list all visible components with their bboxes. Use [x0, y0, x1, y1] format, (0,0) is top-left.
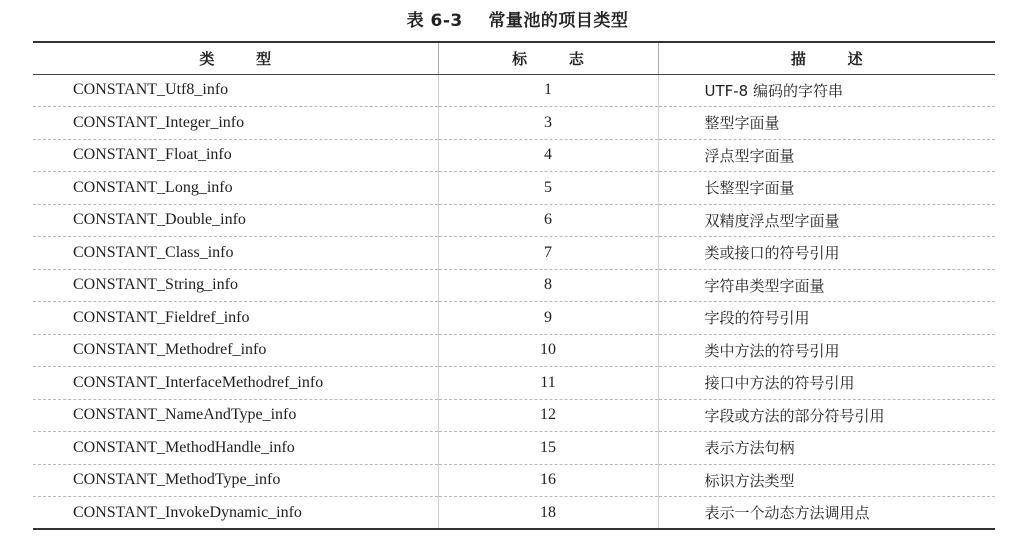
cell-desc: 长整型字面量 — [658, 172, 995, 205]
cell-desc: 表示一个动态方法调用点 — [658, 497, 995, 530]
cell-type: CONSTANT_Float_info — [33, 139, 438, 172]
cell-flag: 5 — [438, 172, 658, 205]
cell-type: CONSTANT_Long_info — [33, 172, 438, 205]
cell-desc: 接口中方法的符号引用 — [658, 367, 995, 400]
cell-flag: 1 — [438, 74, 658, 107]
cell-flag: 16 — [438, 464, 658, 497]
cell-type: CONSTANT_InterfaceMethodref_info — [33, 367, 438, 400]
cell-desc: 表示方法句柄 — [658, 432, 995, 465]
table-row — [33, 74, 995, 107]
cell-type: CONSTANT_String_info — [33, 269, 438, 302]
cell-type: CONSTANT_MethodHandle_info — [33, 432, 438, 465]
cell-flag: 7 — [438, 237, 658, 270]
table-row — [33, 497, 995, 530]
cell-type: CONSTANT_NameAndType_info — [33, 399, 438, 432]
cell-type: CONSTANT_Utf8_info — [33, 74, 438, 107]
cell-desc: 类或接口的符号引用 — [658, 237, 995, 270]
table-row — [33, 367, 995, 400]
cell-flag: 15 — [438, 432, 658, 465]
table-row — [33, 269, 995, 302]
cell-desc: UTF-8 编码的字符串 — [658, 74, 995, 107]
cell-desc: 整型字面量 — [658, 107, 995, 140]
cell-desc: 字段的符号引用 — [658, 302, 995, 335]
cell-desc: 双精度浮点型字面量 — [658, 204, 995, 237]
cell-desc: 浮点型字面量 — [658, 139, 995, 172]
cell-flag: 11 — [438, 367, 658, 400]
header-desc: 描 述 — [658, 42, 995, 74]
cell-type: CONSTANT_Fieldref_info — [33, 302, 438, 335]
header-type: 类 型 — [33, 42, 438, 74]
table-row — [33, 139, 995, 172]
table-row — [33, 172, 995, 205]
cell-type: CONSTANT_MethodType_info — [33, 464, 438, 497]
table-row — [33, 399, 995, 432]
cell-flag: 12 — [438, 399, 658, 432]
cell-flag: 9 — [438, 302, 658, 335]
cell-type: CONSTANT_Double_info — [33, 204, 438, 237]
table-row — [33, 464, 995, 497]
cell-desc: 类中方法的符号引用 — [658, 334, 995, 367]
cell-flag: 6 — [438, 204, 658, 237]
table-row — [33, 237, 995, 270]
cell-flag: 10 — [438, 334, 658, 367]
cell-type: CONSTANT_InvokeDynamic_info — [33, 497, 438, 530]
table-row — [33, 334, 995, 367]
cell-desc: 字段或方法的部分符号引用 — [658, 399, 995, 432]
cell-flag: 18 — [438, 497, 658, 530]
table-header — [33, 42, 995, 74]
table-caption: 表 6-3 常量池的项目类型 — [406, 11, 629, 31]
cell-desc: 字符串类型字面量 — [658, 269, 995, 302]
table-row — [33, 204, 995, 237]
cell-flag: 8 — [438, 269, 658, 302]
header-row — [33, 42, 995, 74]
table-row — [33, 107, 995, 140]
header-flag: 标 志 — [438, 42, 658, 74]
cell-type: CONSTANT_Class_info — [33, 237, 438, 270]
constant-pool-table — [33, 41, 995, 530]
table-row — [33, 432, 995, 465]
cell-type: CONSTANT_Integer_info — [33, 107, 438, 140]
table-row — [33, 302, 995, 335]
cell-flag: 4 — [438, 139, 658, 172]
cell-flag: 3 — [438, 107, 658, 140]
table-body — [33, 74, 995, 529]
cell-desc: 标识方法类型 — [658, 464, 995, 497]
constant-pool-table-container — [33, 41, 995, 530]
cell-type: CONSTANT_Methodref_info — [33, 334, 438, 367]
